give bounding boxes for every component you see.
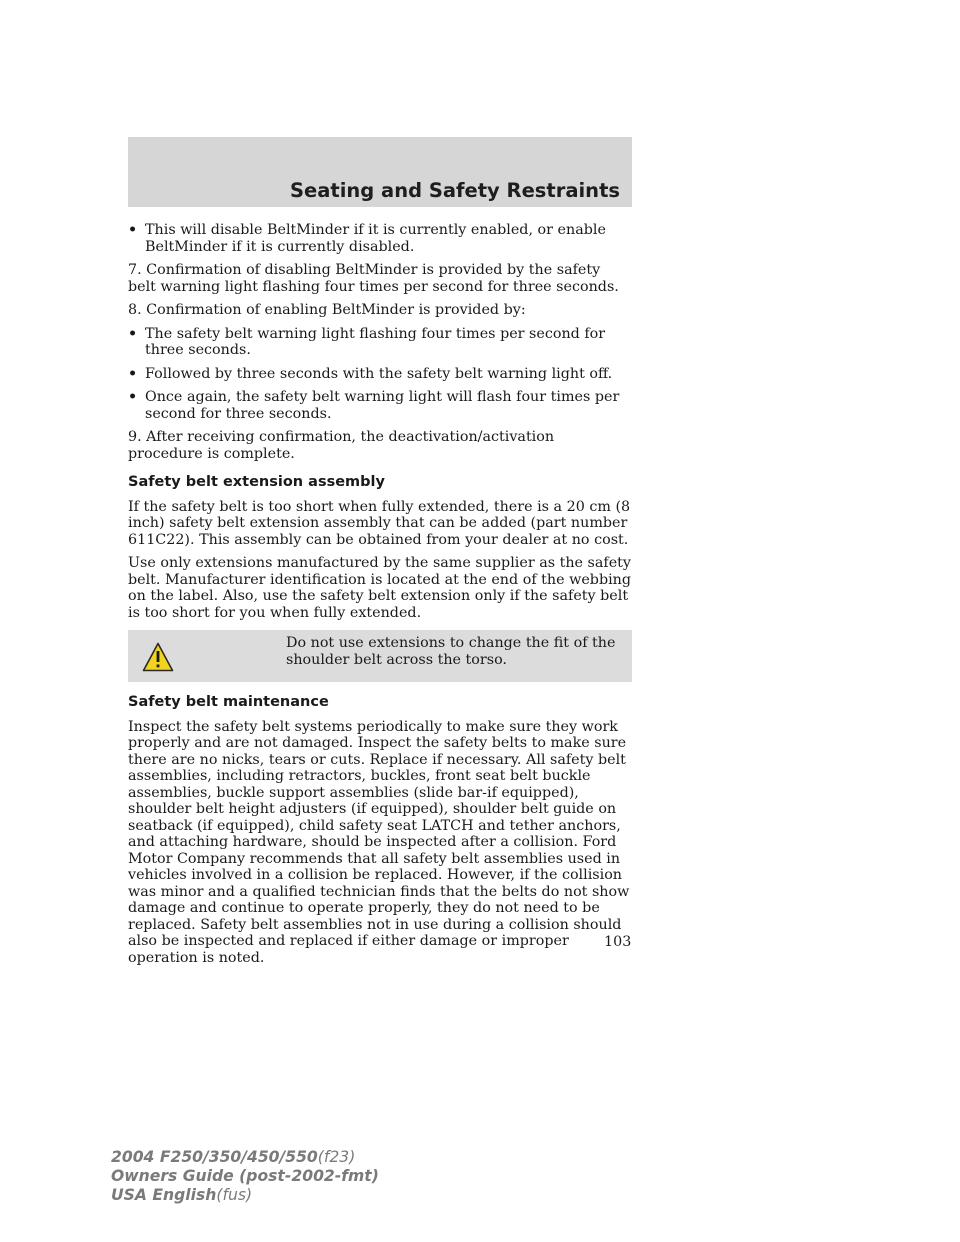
footer-model: 2004 F250/350/450/550 (111, 1148, 318, 1166)
bullet-text: Followed by three seconds with the safety belt warning light off. (145, 365, 613, 382)
bullet-item (128, 366, 632, 383)
bullet-item (128, 222, 632, 255)
maintenance-heading: Safety belt maintenance (128, 694, 329, 710)
step-7: 7. Confirmation of disabling BeltMinder is provided by the safety belt warning light flashing four times per second for three seconds. (128, 262, 619, 295)
footer-line-1 (111, 1148, 379, 1167)
step-8: 8. Confirmation of enabling BeltMinder is provided by: (128, 302, 526, 318)
section-header-band (128, 137, 632, 207)
bullet-text: This will disable BeltMinder if it is currently enabled, or enable BeltMinder if it is currently disabled. (145, 222, 606, 255)
footer-language-code: (fus) (216, 1186, 253, 1204)
footer-line-2: Owners Guide (post-2002-fmt) (111, 1167, 379, 1185)
footer-model-code: (f23) (317, 1148, 356, 1166)
warning-box (128, 630, 632, 682)
bullet-text: The safety belt warning light flashing four times per second for three seconds. (145, 325, 606, 358)
extension-paragraph-1: If the safety belt is too short when fully extended, there is a 20 cm (8 inch) safety belt extension assembly that can be added (part number 611C22). This assembly can be obtained from your dealer at no cost. (128, 498, 631, 548)
extension-paragraph-2: Use only extensions manufactured by the same supplier as the safety belt. Manufacturer identification is located at the end of the webbing on the label. Also, use the safety belt extension only if the safety belt is too short for you when fully extended. (128, 555, 632, 621)
section-title: Seating and Safety Restraints (289, 179, 620, 202)
bullet-marker: • (128, 389, 138, 405)
bullet-text: Once again, the safety belt warning light will flash four times per second for three seconds. (145, 389, 620, 422)
bullet-marker: • (128, 222, 138, 238)
warning-text: Do not use extensions to change the fit of the shoulder belt across the torso. (286, 635, 616, 668)
warning-triangle-icon (142, 642, 174, 672)
page-number: 103 (604, 934, 632, 950)
document-footer (111, 1148, 379, 1205)
extension-heading: Safety belt extension assembly (128, 474, 385, 490)
footer-language: USA English (111, 1186, 217, 1204)
page-content (128, 222, 632, 973)
bullet-marker: • (128, 365, 138, 382)
bullet-item (128, 389, 632, 422)
step-9: 9. After receiving confirmation, the deactivation/activation procedure is complete. (128, 429, 555, 462)
bullet-marker: • (128, 325, 138, 342)
maintenance-paragraph: Inspect the safety belt systems periodically to make sure they work properly and are not damaged. Inspect the safety belts to make sure there are no nicks, tears or cuts. Replace if necessary. All safety belt assemblies, including retractors, buckles, front seat belt buckle assemblies, buckle support assemblies (slide bar-if equipped), shoulder belt height adjusters (if equipped), shoulder belt guide on seatback (if equipped), child safety seat LATCH and tether anchors, and attaching hardware, should be inspected after a collision. Ford Motor Company recommends that all safety belt assemblies used in vehicles involved in a collision be replaced. However, if the collision was minor and a qualified technician finds that the belts do not show damage and continue to operate properly, they do not need to be replaced. Safety belt assemblies not in use during a collision should also be inspected and replaced if either damage or improper operation is noted. (128, 718, 630, 966)
bullet-item (128, 326, 632, 359)
footer-line-3 (111, 1186, 379, 1205)
